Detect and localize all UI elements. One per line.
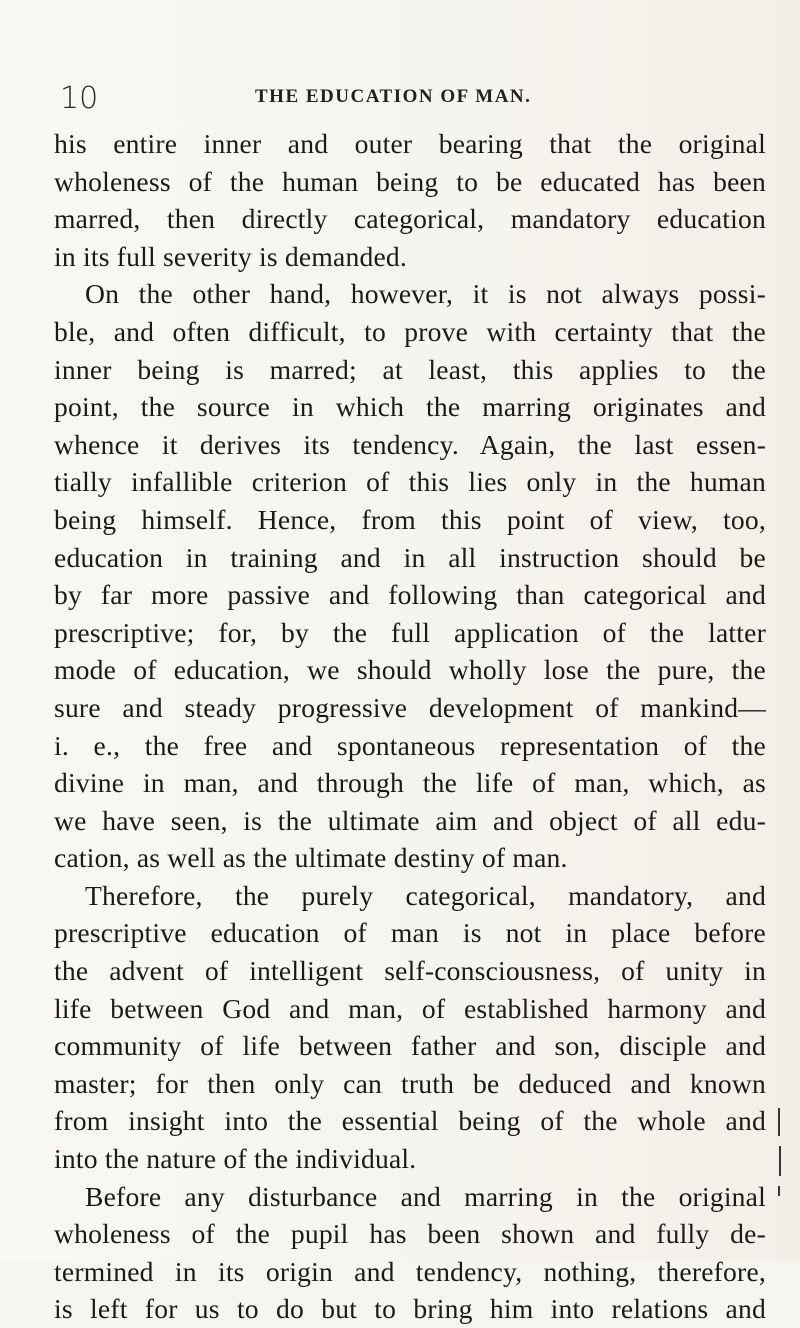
body-text bbox=[54, 125, 766, 1328]
running-title: THE EDUCATION OF MAN. bbox=[255, 86, 532, 107]
text-line: prescriptive; for, by the full application of the latter bbox=[54, 616, 766, 648]
text-line: Before any disturbance and marring in the original bbox=[85, 1180, 766, 1212]
margin-mark bbox=[778, 1186, 780, 1196]
text-line: Therefore, the purely categorical, mandatory, and bbox=[85, 879, 766, 911]
text-line: termined in its origin and tendency, nothing, therefore, bbox=[54, 1255, 766, 1287]
text-line: tially infallible criterion of this lies only in the human bbox=[54, 466, 766, 498]
text-line: wholeness of the pupil has been shown and fully de- bbox=[54, 1218, 766, 1250]
text-line: divine in man, and through the life of man, which, as bbox=[54, 767, 766, 799]
text-line: sure and steady progressive development of mankind— bbox=[54, 691, 766, 723]
margin-mark bbox=[778, 1108, 780, 1136]
text-line: point, the source in which the marring originates and bbox=[54, 391, 766, 423]
running-head bbox=[60, 74, 760, 114]
text-line: being himself. Hence, from this point of view, too, bbox=[54, 503, 766, 535]
text-line: master; for then only can truth be deduced and known bbox=[54, 1067, 766, 1099]
text-line: education in training and in all instruction should be bbox=[54, 541, 766, 573]
text-line: into the nature of the individual. bbox=[54, 1143, 417, 1175]
text-line: On the other hand, however, it is not always possi- bbox=[85, 278, 766, 310]
page-number: 10 bbox=[60, 81, 99, 116]
text-line: inner being is marred; at least, this applies to the bbox=[54, 353, 766, 385]
text-line: wholeness of the human being to be educated has been bbox=[54, 165, 766, 197]
text-line: prescriptive education of man is not in place before bbox=[54, 917, 766, 949]
text-line: life between God and man, of established harmony and bbox=[54, 992, 766, 1024]
text-line: whence it derives its tendency. Again, the last essen- bbox=[54, 428, 766, 460]
text-line: ble, and often difficult, to prove with certainty that the bbox=[54, 315, 766, 347]
text-line: from insight into the essential being of the whole and bbox=[54, 1105, 766, 1137]
text-line: we have seen, is the ultimate aim and object of all edu- bbox=[54, 804, 766, 836]
text-line: mode of education, we should wholly lose the pure, the bbox=[54, 654, 766, 686]
text-line: the advent of intelligent self-consciousness, of unity in bbox=[54, 955, 766, 987]
text-line: i. e., the free and spontaneous representation of the bbox=[54, 729, 766, 761]
text-line: cation, as well as the ultimate destiny of man. bbox=[54, 842, 568, 874]
text-line: his entire inner and outer bearing that the original bbox=[54, 128, 766, 159]
text-line: community of life between father and son, disciple and bbox=[54, 1030, 766, 1062]
text-line: in its full severity is demanded. bbox=[54, 240, 407, 272]
text-line: marred, then directly categorical, mandatory education bbox=[54, 203, 766, 235]
margin-mark bbox=[779, 1146, 781, 1176]
text-line: is left for us to do but to bring him into relations and bbox=[54, 1293, 766, 1325]
text-line: by far more passive and following than categorical and bbox=[54, 579, 766, 611]
